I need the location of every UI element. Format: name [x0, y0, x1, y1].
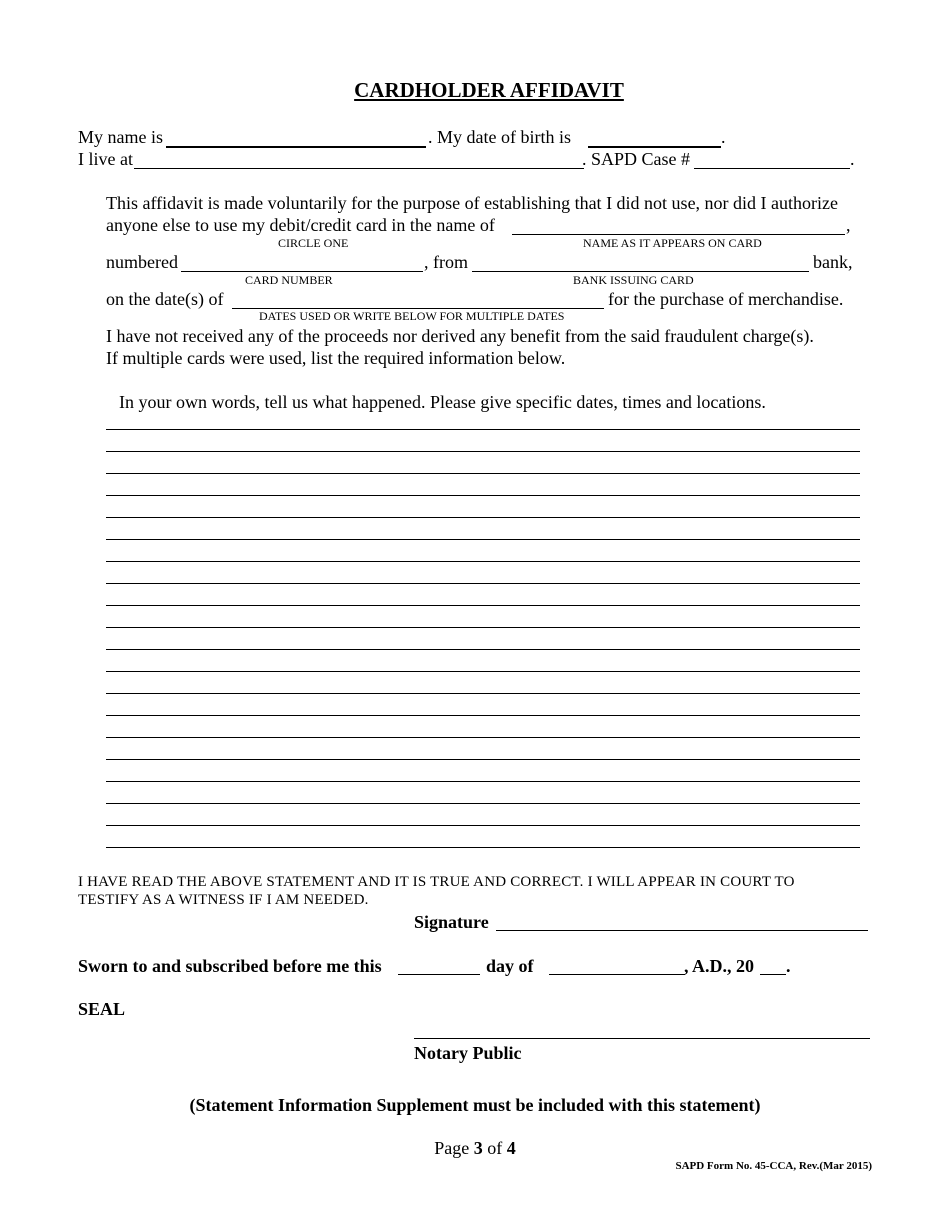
narrative-line[interactable]: [106, 605, 860, 606]
narrative-line[interactable]: [106, 473, 860, 474]
sworn-month-field[interactable]: [549, 974, 685, 975]
narrative-line[interactable]: [106, 737, 860, 738]
caption-card-number: CARD NUMBER: [245, 273, 333, 287]
narrative-line[interactable]: [106, 781, 860, 782]
notary-signature-field[interactable]: [414, 1038, 870, 1039]
narrative-line[interactable]: [106, 803, 860, 804]
signature-field[interactable]: [496, 930, 868, 931]
narrative-line[interactable]: [106, 847, 860, 848]
from-label: , from: [424, 252, 468, 272]
caption-circle-one: CIRCLE ONE: [278, 236, 349, 250]
notary-label: Notary Public: [414, 1043, 522, 1063]
case-label: . SAPD Case #: [582, 149, 691, 169]
narrative-line[interactable]: [106, 825, 860, 826]
affidavit-line-2: anyone else to use my debit/credit card in the name of: [106, 215, 495, 235]
narrative-prompt: In your own words, tell us what happened. Please give specific dates, times and locations.: [119, 392, 766, 412]
address-label: I live at: [78, 149, 133, 169]
page-current: 3: [473, 1138, 483, 1158]
narrative-line[interactable]: [106, 627, 860, 628]
bank-field[interactable]: [472, 271, 809, 272]
narrative-line[interactable]: [106, 693, 860, 694]
sworn-period: .: [786, 956, 791, 976]
statement-line-2: TESTIFY AS A WITNESS IF I AM NEEDED.: [78, 892, 369, 908]
sworn-day-field[interactable]: [398, 974, 480, 975]
cardholder-name-field[interactable]: [512, 234, 845, 235]
name-label: My name is: [78, 127, 163, 147]
numbered-label: numbered: [106, 252, 178, 272]
caption-dates: DATES USED OR WRITE BELOW FOR MULTIPLE DATES: [259, 309, 565, 323]
sworn-prefix: Sworn to and subscribed before me this: [78, 956, 382, 976]
narrative-line[interactable]: [106, 583, 860, 584]
card-number-field[interactable]: [181, 271, 423, 272]
narrative-line[interactable]: [106, 539, 860, 540]
name-field[interactable]: [166, 146, 426, 148]
seal-label: SEAL: [78, 999, 126, 1019]
dob-field[interactable]: [588, 146, 721, 148]
case-period: .: [850, 149, 855, 169]
ad-label: , A.D., 20: [684, 956, 755, 976]
affidavit-line-1: This affidavit is made voluntarily for the purpose of establishing that I did not use, nor did I authorize: [106, 193, 839, 213]
narrative-line[interactable]: [106, 759, 860, 760]
narrative-line[interactable]: [106, 671, 860, 672]
form-number: SAPD Form No. 45-CCA, Rev.(Mar 2015): [675, 1160, 872, 1172]
narrative-line[interactable]: [106, 649, 860, 650]
day-of-label: day of: [486, 956, 534, 976]
narrative-line[interactable]: [106, 495, 860, 496]
page-title: CARDHOLDER AFFIDAVIT: [354, 78, 624, 102]
caption-bank: BANK ISSUING CARD: [573, 273, 694, 287]
narrative-line[interactable]: [106, 451, 860, 452]
page-total: 4: [506, 1138, 516, 1158]
narrative-line[interactable]: [106, 561, 860, 562]
multiple-cards-note: If multiple cards were used, list the required information below.: [106, 348, 566, 368]
narrative-line[interactable]: [106, 715, 860, 716]
signature-label: Signature: [414, 912, 489, 932]
dates-label: on the date(s) of: [106, 289, 224, 309]
dates-end: for the purchase of merchandise.: [608, 289, 844, 309]
bank-label: bank,: [813, 252, 853, 272]
dob-label: . My date of birth is: [428, 127, 571, 147]
page-number: Page 3 of 4: [434, 1138, 516, 1158]
proceeds-statement: I have not received any of the proceeds nor derived any benefit from the said fraudulent charge(s).: [106, 326, 814, 346]
comma: ,: [846, 215, 851, 235]
narrative-line[interactable]: [106, 429, 860, 430]
statement-line-1: I HAVE READ THE ABOVE STATEMENT AND IT IS TRUE AND CORRECT. I WILL APPEAR IN COURT TO: [78, 874, 795, 890]
narrative-line[interactable]: [106, 517, 860, 518]
dob-period: .: [721, 127, 726, 147]
supplement-note: (Statement Information Supplement must be included with this statement): [189, 1095, 761, 1115]
address-field[interactable]: [134, 168, 584, 169]
caption-name-on-card: NAME AS IT APPEARS ON CARD: [583, 236, 762, 250]
case-number-field[interactable]: [694, 168, 850, 169]
sworn-year-field[interactable]: [760, 974, 786, 975]
